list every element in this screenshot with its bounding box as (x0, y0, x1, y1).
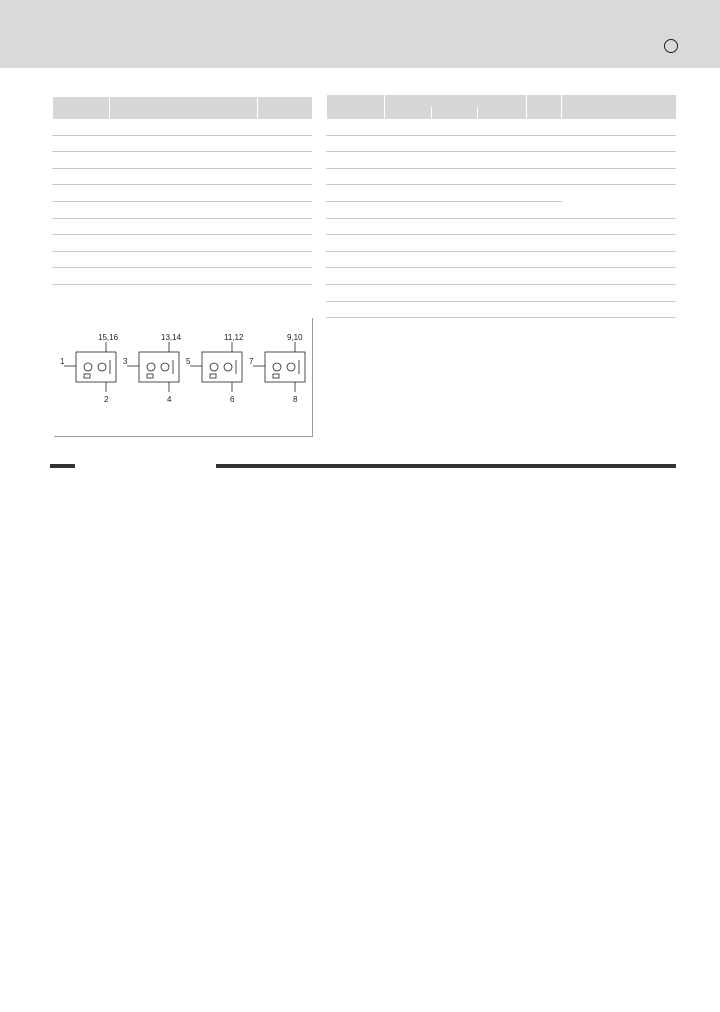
elec-row (327, 152, 677, 169)
abs-h-ratings (110, 97, 258, 119)
abs-symbol (53, 218, 110, 235)
abs-unit (257, 218, 312, 235)
transistor-symbol (224, 363, 232, 371)
elec-h-cond (562, 95, 676, 119)
abs-unit (257, 251, 312, 268)
elec-min (385, 135, 432, 152)
elec-unit (526, 218, 561, 235)
abs-unit (257, 235, 312, 252)
elec-unit (526, 235, 561, 252)
circuit-diagram (54, 330, 310, 410)
circuit-pin-label: 7 (249, 357, 254, 366)
transistor-symbol (287, 363, 295, 371)
abs-unit (257, 185, 312, 202)
abs-symbol (53, 251, 110, 268)
abs-rating (110, 235, 258, 252)
abs-row (53, 201, 313, 218)
elec-row (327, 284, 677, 301)
elec-row (327, 185, 677, 202)
elec-min (385, 152, 432, 169)
elec-row (327, 251, 677, 268)
elec-max (478, 235, 527, 252)
elec-h-symbol (327, 95, 385, 119)
elec-typ (431, 284, 478, 301)
elec-typ (431, 218, 478, 235)
elec-cond (562, 284, 676, 301)
circuit-pin-label: 6 (230, 395, 235, 404)
abs-symbol (53, 185, 110, 202)
elec-symbol (327, 284, 385, 301)
elec-symbol (327, 201, 385, 218)
elec-cond (562, 251, 676, 268)
curves-bar-right (216, 464, 676, 468)
abs-unit (257, 268, 312, 285)
elec-typ (431, 201, 478, 218)
abs-rating (110, 185, 258, 202)
circuit-pin-label: 5 (186, 357, 191, 366)
abs-row (53, 119, 313, 135)
elec-row (327, 168, 677, 185)
abs-h-symbol (53, 97, 110, 119)
elec-typ (431, 168, 478, 185)
elec-h-typ (431, 107, 478, 119)
elec-unit (526, 168, 561, 185)
elec-row (327, 119, 677, 135)
elec-cond (562, 119, 676, 135)
ext-code-badge (664, 39, 678, 53)
abs-ratings-table (52, 97, 312, 285)
elec-typ (431, 235, 478, 252)
abs-unit (257, 168, 312, 185)
circuit-pin-label: 3 (123, 357, 128, 366)
elec-h-min (385, 107, 432, 119)
elec-cond (562, 235, 676, 252)
abs-symbol (53, 201, 110, 218)
elec-row (327, 268, 677, 285)
abs-unit (257, 152, 312, 169)
transistor-symbol (273, 363, 281, 371)
elec-max (478, 301, 527, 318)
elec-symbol (327, 168, 385, 185)
elec-symbol (327, 251, 385, 268)
elec-cond (562, 268, 676, 285)
elec-unit (526, 301, 561, 318)
abs-rating (110, 201, 258, 218)
curves-bar-left (50, 464, 75, 468)
abs-unit (257, 135, 312, 152)
elec-max (478, 152, 527, 169)
elec-symbol (327, 268, 385, 285)
elec-row (327, 135, 677, 152)
transistor-symbol (84, 363, 92, 371)
elec-max (478, 168, 527, 185)
abs-row (53, 268, 313, 285)
abs-rating (110, 251, 258, 268)
abs-row (53, 135, 313, 152)
elec-symbol (327, 218, 385, 235)
elec-typ (431, 301, 478, 318)
transistor-symbol (210, 363, 218, 371)
abs-rating (110, 135, 258, 152)
header-band (0, 0, 720, 68)
elec-typ (431, 119, 478, 135)
abs-unit (257, 201, 312, 218)
abs-row (53, 251, 313, 268)
elec-unit (526, 201, 561, 218)
abs-symbol (53, 152, 110, 169)
resistor-symbol (273, 374, 279, 378)
elec-symbol (327, 301, 385, 318)
abs-symbol (53, 268, 110, 285)
elec-max (478, 268, 527, 285)
elec-char-table (326, 95, 676, 318)
elec-row (327, 218, 677, 235)
elec-typ (431, 251, 478, 268)
elec-min (385, 185, 432, 202)
elec-unit (526, 152, 561, 169)
elec-unit (526, 284, 561, 301)
abs-row (53, 168, 313, 185)
elec-max (478, 201, 527, 218)
elec-min (385, 268, 432, 285)
elec-max (478, 284, 527, 301)
elec-symbol (327, 119, 385, 135)
elec-cond (562, 135, 676, 152)
elec-typ (431, 268, 478, 285)
abs-row (53, 235, 313, 252)
elec-unit (526, 135, 561, 152)
elec-cond (562, 152, 676, 169)
elec-unit (526, 251, 561, 268)
elec-symbol (327, 135, 385, 152)
elec-cond (562, 301, 676, 318)
elec-typ (431, 185, 478, 202)
elec-cond (562, 168, 676, 185)
elec-typ (431, 152, 478, 169)
elec-symbol (327, 185, 385, 202)
elec-cond-merged (562, 185, 676, 218)
abs-h-unit (257, 97, 312, 119)
external-dimensions (662, 39, 678, 56)
elec-symbol (327, 152, 385, 169)
elec-min (385, 284, 432, 301)
abs-rating (110, 119, 258, 135)
circuit-pin-label: 1 (60, 357, 65, 366)
resistor-symbol (210, 374, 216, 378)
elec-unit (526, 119, 561, 135)
elec-max (478, 185, 527, 202)
elec-symbol (327, 235, 385, 252)
elec-min (385, 218, 432, 235)
elec-max (478, 218, 527, 235)
transistor-symbol (161, 363, 169, 371)
transistor-symbol (147, 363, 155, 371)
circuit-pin-label: 4 (167, 395, 172, 404)
abs-row (53, 152, 313, 169)
elec-typ (431, 135, 478, 152)
elec-min (385, 235, 432, 252)
elec-min (385, 251, 432, 268)
circuit-pin-label: 2 (104, 395, 109, 404)
circuit-pin-label: 9,10 (287, 333, 303, 342)
elec-max (478, 119, 527, 135)
circuit-pin-label: 8 (293, 395, 298, 404)
abs-symbol (53, 168, 110, 185)
elec-h-spec (385, 95, 527, 107)
elec-min (385, 168, 432, 185)
circuit-pin-label: 15,16 (98, 333, 119, 342)
abs-rating (110, 268, 258, 285)
elec-max (478, 135, 527, 152)
elec-min (385, 119, 432, 135)
circuit-title (52, 294, 56, 308)
abs-symbol (53, 235, 110, 252)
resistor-symbol (147, 374, 153, 378)
abs-symbol (53, 119, 110, 135)
elec-row (327, 301, 677, 318)
circuit-pin-label: 13,14 (161, 333, 182, 342)
transistor-symbol (98, 363, 106, 371)
elec-h-max (478, 107, 527, 119)
abs-rating (110, 218, 258, 235)
abs-unit (257, 119, 312, 135)
elec-unit (526, 185, 561, 202)
elec-row (327, 235, 677, 252)
abs-symbol (53, 135, 110, 152)
elec-min (385, 201, 432, 218)
abs-row (53, 185, 313, 202)
abs-row (53, 218, 313, 235)
elec-min (385, 301, 432, 318)
circuit-pin-label: 11,12 (224, 333, 244, 342)
elec-max (478, 251, 527, 268)
elec-cond (562, 218, 676, 235)
abs-rating (110, 152, 258, 169)
elec-h-unit (526, 95, 561, 119)
resistor-symbol (84, 374, 90, 378)
abs-rating (110, 168, 258, 185)
elec-unit (526, 268, 561, 285)
